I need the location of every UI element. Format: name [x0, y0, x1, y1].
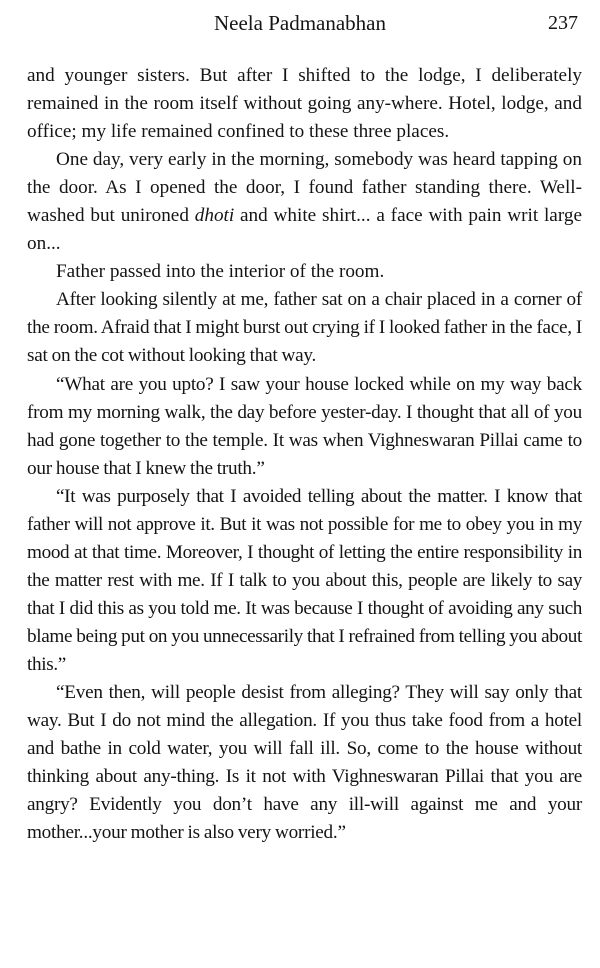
paragraph-2 — [27, 146, 582, 258]
paragraph-5-text: “What are you upto? I saw your house locked while on my way back from my morning walk, the day before yester-day. I thought that all of you had gone together to the temple. It was when Vighneswaran Pillai came to our house that I knew the truth.” — [27, 373, 582, 479]
paragraph-3 — [27, 258, 582, 286]
paragraph-7 — [27, 679, 582, 847]
body-text — [27, 62, 582, 847]
paragraph-1 — [27, 62, 582, 146]
paragraph-2-text-a: One day, very early in the morning, somebody was heard tapping on the door. As I opened the door, I found father standing there. Well-washed but unironed — [27, 149, 582, 227]
paragraph-6 — [27, 483, 582, 679]
paragraph-6-text: “It was purposely that I avoided telling about the matter. I know that father will not approve it. But it was not possible for me to obey you in my mood at that time. Moreover, I thought of letting the entire responsibility in the matter rest with me. If I talk to you about this, people are likely to say that I did this as you told me. It was because I thought of avoiding any such blame being put on you unnecessarily that I refrained from telling you about this.” — [27, 485, 582, 675]
paragraph-4-text: After looking silently at me, father sat on a chair placed in a corner of the room. Afraid that I might burst out crying if I looked father in the face, I sat on the cot without looking that way. — [27, 289, 582, 367]
paragraph-1-text: and younger sisters. But after I shifted to the lodge, I deliberately remained in the room itself without going any-where. Hotel, lodge, and office; my life remained confined to these three places. — [27, 65, 582, 143]
paragraph-7-text: “Even then, will people desist from alleging? They will say only that way. But I do not mind the allegation. If you thus take food from a hotel and bathe in cold water, you will fall ill. So, come to the house without thinking about any-thing. Is it not with Vighneswaran Pillai that you are angry? Evidently you don’t have any ill-will against me and your mother...your mother is also very worried.” — [27, 682, 582, 844]
paragraph-5 — [27, 371, 582, 483]
page-number: 237 — [548, 12, 578, 34]
running-title: Neela Padmanabhan — [213, 11, 386, 35]
paragraph-2-text-b: and white shirt... a face with pain writ large on... — [27, 205, 582, 255]
paragraph-2-italic-term: dhoti — [194, 205, 235, 227]
paragraph-3-text: Father passed into the interior of the room. — [56, 261, 385, 283]
page-header — [0, 8, 600, 38]
paragraph-4 — [27, 286, 582, 370]
